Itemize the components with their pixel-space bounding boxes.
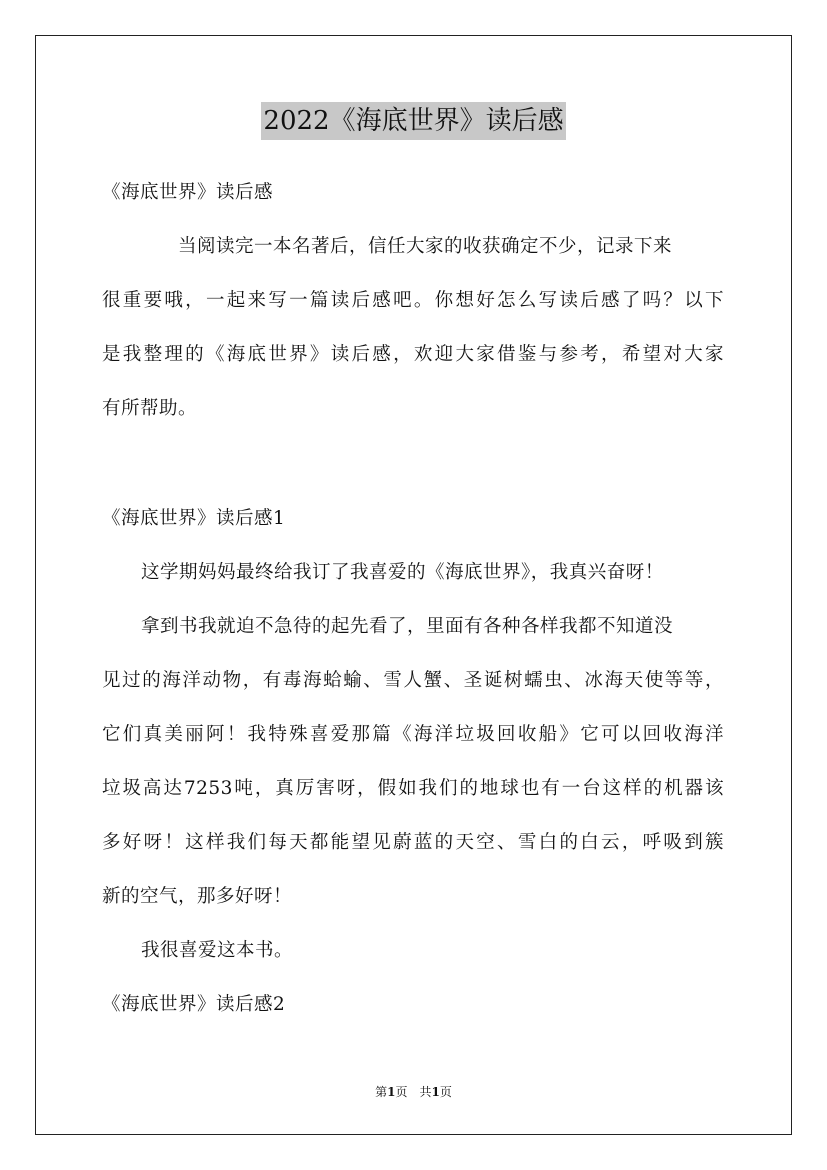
title-container xyxy=(0,102,827,140)
section-1-line[interactable]: 这学期妈妈最终给我订了我喜爱的《海底世界》，我真兴奋呀！ xyxy=(141,562,664,583)
document-subtitle[interactable]: 《海底世界》读后感 xyxy=(102,182,274,203)
footer-page-current: 1 xyxy=(387,1085,396,1099)
section-1-line[interactable]: 多好呀！这样我们每天都能望见蔚蓝的天空、雪白的白云，呼吸到簇 xyxy=(102,832,724,853)
section-heading-2[interactable]: 《海底世界》读后感2 xyxy=(102,994,286,1015)
section-1-line[interactable]: 它们真美丽阿！我特殊喜爱那篇《海洋垃圾回收船》它可以回收海洋 xyxy=(102,724,724,745)
section-1-line[interactable]: 新的空气，那多好呀！ xyxy=(102,886,293,907)
footer-page-suffix: 页 xyxy=(439,1085,452,1099)
document-title[interactable]: 2022《海底世界》读后感 xyxy=(261,102,565,140)
section-1-line[interactable]: 垃圾高达7253吨，真厉害呀，假如我们的地球也有一台这样的机器该 xyxy=(102,778,724,799)
section-1-line[interactable]: 见过的海洋动物，有毒海蛤蝓、雪人蟹、圣诞树蠕虫、冰海天使等等， xyxy=(102,670,724,691)
footer-page-prefix: 第 xyxy=(375,1085,388,1099)
intro-paragraph-line[interactable]: 很重要哦，一起来写一篇读后感吧。你想好怎么写读后感了吗？以下 xyxy=(102,290,724,311)
intro-paragraph-line[interactable]: 是我整理的《海底世界》读后感，欢迎大家借鉴与参考，希望对大家 xyxy=(102,344,724,365)
page-footer xyxy=(0,1084,827,1100)
intro-paragraph-line[interactable]: 当阅读完一本名著后，信任大家的收获确定不少，记录下来 xyxy=(178,236,673,257)
section-1-line[interactable]: 我很喜爱这本书。 xyxy=(141,940,294,961)
footer-page-mid: 页 共 xyxy=(395,1085,432,1099)
intro-paragraph-line[interactable]: 有所帮助。 xyxy=(102,398,198,419)
section-1-line[interactable]: 拿到书我就迫不急待的起先看了，里面有各种各样我都不知道没 xyxy=(141,616,674,637)
section-heading-1[interactable]: 《海底世界》读后感1 xyxy=(102,508,286,529)
footer-page-total: 1 xyxy=(431,1085,440,1099)
